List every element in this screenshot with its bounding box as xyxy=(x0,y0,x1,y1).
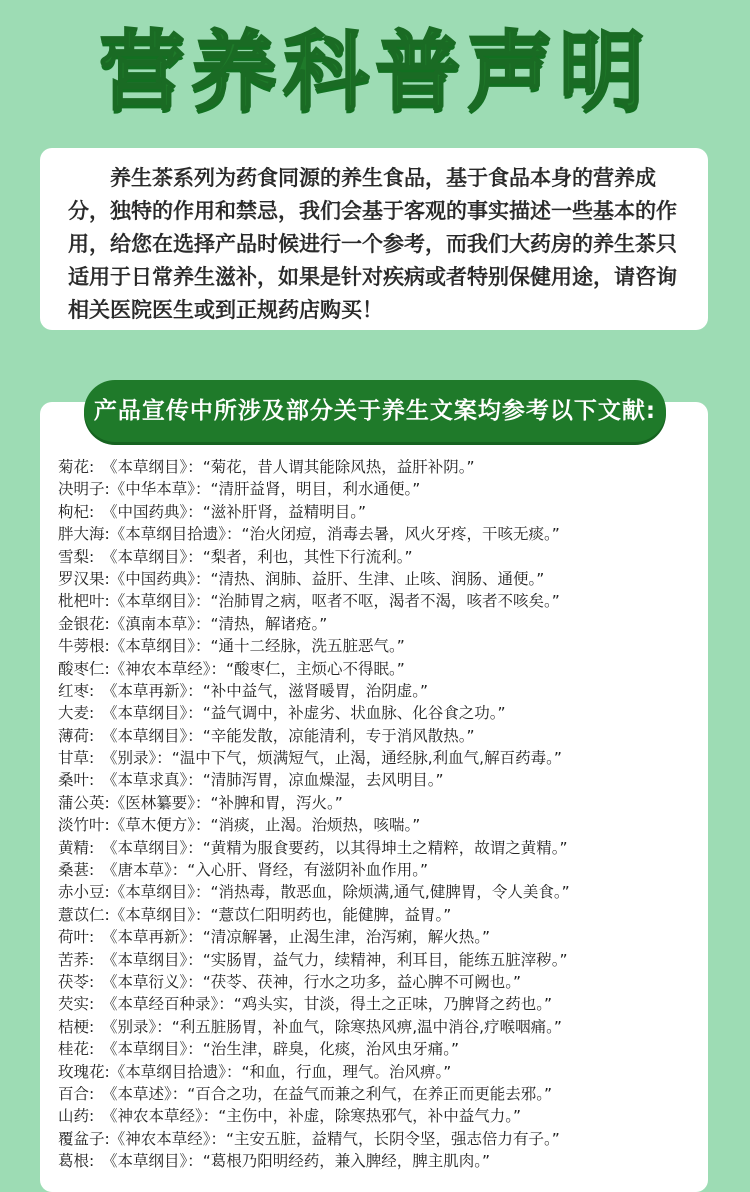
reference-item: 枇杷叶:《本草纲目》：“治肺胃之病，呕者不呕，渴者不渴，咳者不咳矣。” xyxy=(58,592,560,611)
page-title: 营养科普声明 xyxy=(99,22,651,122)
reference-item: 枸杞: 《中国药典》：“滋补肝肾，益精明目。” xyxy=(58,502,367,521)
reference-item: 桔梗: 《别录》：“利五脏肠胃，补血气，除寒热风痹,温中消谷,疗喉咽痛。” xyxy=(58,1017,562,1036)
reference-item: 薄荷: 《本草纲目》：“辛能发散，凉能清利，专于消风散热。” xyxy=(58,726,475,745)
reference-item: 胖大海:《本草纲目拾遗》：“治火闭痘，消毒去暑，风火牙疼，干咳无痰。” xyxy=(58,525,560,544)
reference-item: 决明子:《中华本草》：“清肝益肾，明目，利水通便。” xyxy=(58,480,421,499)
reference-item: 雪梨: 《本草纲目》：“梨者，利也，其性下行流利。” xyxy=(58,547,413,566)
reference-item: 桑叶: 《本草求真》：“清肺泻胃，凉血燥湿，去风明目。” xyxy=(58,771,444,790)
reference-item: 桂花: 《本草纲目》：“治生津，辟臭，化痰，治风虫牙痛。” xyxy=(58,1040,460,1059)
reference-item: 茯苓: 《本草衍义》：“茯苓、茯神，行水之功多，益心脾不可阙也。” xyxy=(58,972,522,991)
reference-item: 玫瑰花:《本草纲目拾遗》：“和血，行血，理气。治风痹。” xyxy=(58,1062,452,1081)
references-list xyxy=(58,456,698,1173)
intro-text: 养生茶系列为药食同源的养生食品，基于食品本身的营养成分，独特的作用和禁忌，我们会基于客观的事实描述一些基本的作用，给您在选择产品时候进行一个参考，而我们大药房的养生茶只适用于日常养生滋补，如果是针对疾病或者特别保健用途，请咨询相关医院医生或到正规药店购买！ xyxy=(68,166,677,322)
reference-item: 淡竹叶:《草木便方》：“消痰，止渴。治烦热，咳喘。” xyxy=(58,816,421,835)
reference-item: 苦荞: 《本草纲目》：“实肠胃，益气力，续精神，利耳目，能练五脏滓秽。” xyxy=(58,950,568,969)
reference-item: 牛蒡根:《本草纲目》：“通十二经脉，洗五脏恶气。” xyxy=(58,637,405,656)
intro-card xyxy=(40,148,708,330)
reference-item: 罗汉果:《中国药典》：“清热、润肺、益肝、生津、止咳、润肠、通便。” xyxy=(58,569,545,588)
reference-item: 山药: 《神农本草经》：“主伤中，补虚，除寒热邪气，补中益气力。” xyxy=(58,1107,522,1126)
reference-item: 菊花: 《本草纲目》：“菊花，昔人谓其能除风热，益肝补阴。” xyxy=(58,458,475,476)
reference-item: 蒲公英:《医林纂要》：“补脾和胃，泻火。” xyxy=(58,793,343,812)
reference-item: 葛根: 《本草纲目》：“葛根乃阳明经药，兼入脾经，脾主肌肉。” xyxy=(58,1152,491,1171)
reference-item: 大麦: 《本草纲目》：“益气调中，补虚劣、状血脉、化谷食之功。” xyxy=(58,704,506,723)
reference-item: 金银花:《滇南本草》：“清热，解诸疮。” xyxy=(58,614,328,633)
reference-item: 甘草: 《别录》：“温中下气，烦满短气，止渴，通经脉,利血气,解百药毒。” xyxy=(58,749,562,768)
reference-item: 百合: 《本草述》：“百合之功，在益气而兼之利气，在养正而更能去邪。” xyxy=(58,1084,553,1103)
reference-item: 荷叶: 《本草再新》：“清凉解暑，止渴生津，治泻痢，解火热。” xyxy=(58,928,491,947)
references-banner: 产品宣传中所涉及部分关于养生文案均参考以下文献: xyxy=(84,380,666,442)
reference-item: 桑葚: 《唐本草》：“入心肝、肾经，有滋阴补血作用。” xyxy=(58,861,429,880)
reference-item: 覆盆子:《神农本草经》：“主安五脏，益精气，长阴令坚，强志倍力有子。” xyxy=(58,1129,560,1148)
reference-item: 赤小豆:《本草纲目》：“消热毒，散恶血，除烦满,通气,健脾胃，令人美食。” xyxy=(58,883,570,902)
reference-item: 红枣: 《本草再新》：“补中益气，滋肾暖胃，治阴虚。” xyxy=(58,681,429,700)
reference-item: 薏苡仁:《本草纲目》：“薏苡仁阳明药也，能健脾，益胃。” xyxy=(58,905,452,924)
reference-item: 酸枣仁:《神农本草经》：“酸枣仁，主烦心不得眠。” xyxy=(58,659,405,678)
reference-item: 黄精: 《本草纲目》：“黄精为服食要药，以其得坤土之精粹，故谓之黄精。” xyxy=(58,838,568,857)
reference-item: 芡实: 《本草经百种录》：“鸡头实，甘淡，得土之正味，乃脾肾之药也。” xyxy=(58,995,553,1014)
